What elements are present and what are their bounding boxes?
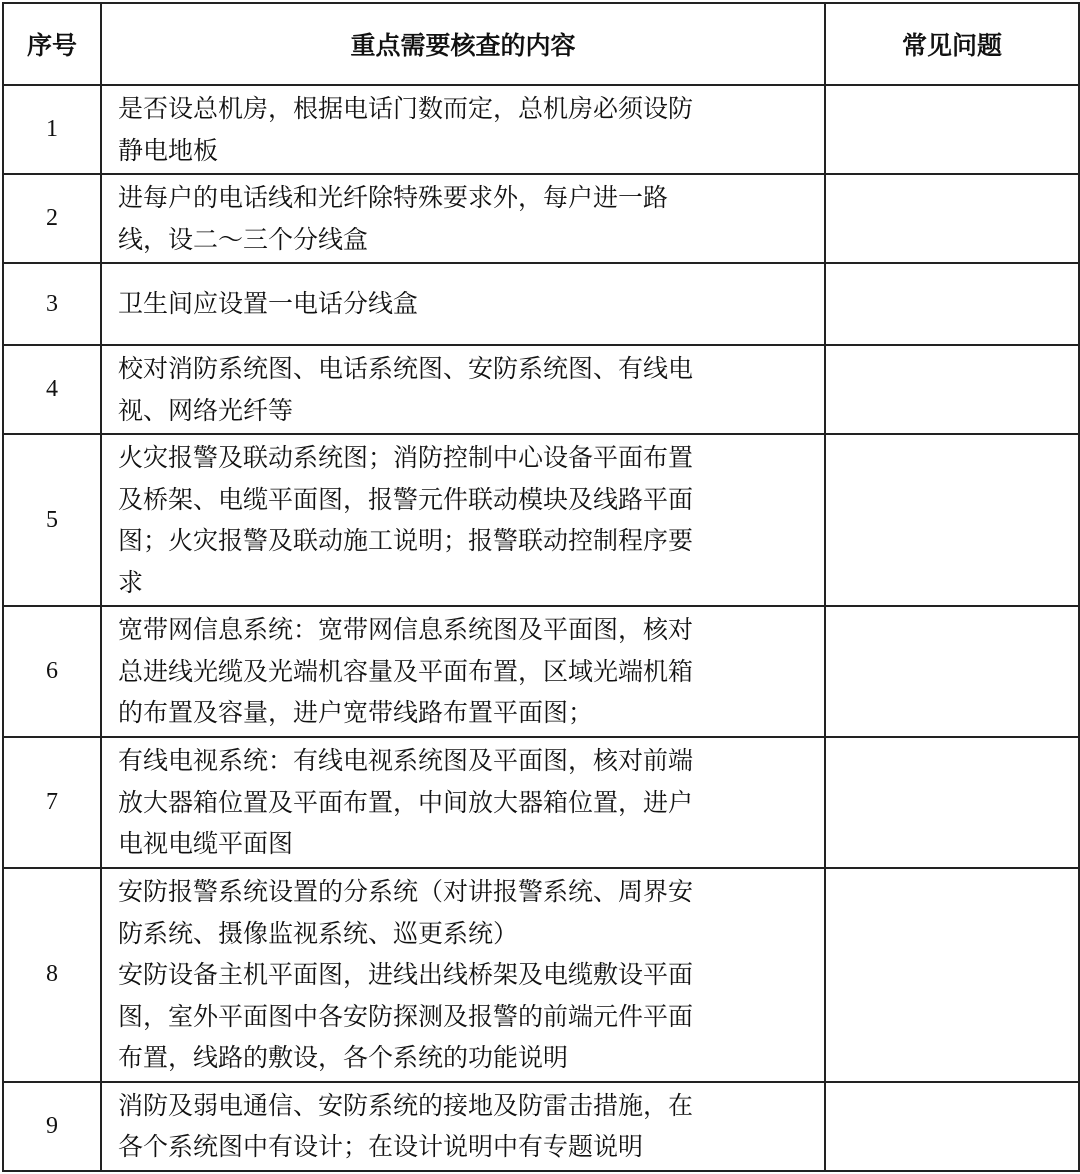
row-content	[101, 434, 825, 606]
row-index: 4	[3, 345, 101, 434]
row-content	[101, 345, 825, 434]
table-row	[3, 1082, 1079, 1171]
row-issues	[825, 1082, 1079, 1171]
row-index: 5	[3, 434, 101, 606]
content-line: 及桥架、电缆平面图，报警元件联动模块及线路平面	[118, 484, 694, 514]
content-line: 有线电视系统：有线电视系统图及平面图，核对前端	[118, 746, 694, 776]
table-row	[3, 737, 1079, 868]
row-index: 3	[3, 263, 101, 345]
table-row	[3, 85, 1079, 174]
content-line: 卫生间应设置一电话分线盒	[118, 289, 419, 319]
row-index: 7	[3, 737, 101, 868]
content-line: 布置，线路的敷设，各个系统的功能说明	[118, 1043, 569, 1072]
table-row	[3, 263, 1079, 345]
content-line: 图；火灾报警及联动施工说明；报警联动控制程序要	[118, 526, 694, 555]
content-line: 静电地板	[118, 135, 219, 165]
row-issues	[825, 868, 1079, 1082]
content-line: 宽带网信息系统：宽带网信息系统图及平面图，核对	[118, 615, 694, 645]
table-row	[3, 868, 1079, 1082]
row-content	[101, 868, 825, 1082]
row-index: 6	[3, 606, 101, 737]
row-content	[101, 174, 825, 263]
row-index: 8	[3, 868, 101, 1082]
row-index: 1	[3, 85, 101, 174]
row-issues	[825, 737, 1079, 868]
content-line: 是否设总机房，根据电话门数而定，总机房必须设防	[118, 94, 694, 123]
content-line: 校对消防系统图、电话系统图、安防系统图、有线电	[118, 354, 694, 383]
content-line: 电视电缆平面图	[118, 829, 294, 859]
content-line: 的布置及容量，进户宽带线路布置平面图；	[118, 698, 594, 728]
content-line: 求	[118, 567, 144, 597]
table-body	[3, 85, 1079, 1171]
content-line: 总进线光缆及光端机容量及平面布置，区域光端机箱	[118, 656, 694, 686]
row-issues	[825, 174, 1079, 263]
row-issues	[825, 85, 1079, 174]
row-issues	[825, 434, 1079, 606]
content-line: 视、网络光纤等	[118, 395, 294, 425]
content-line: 消防及弱电通信、安防系统的接地及防雷击措施，在	[118, 1090, 694, 1120]
table-row	[3, 434, 1079, 606]
content-line: 安防报警系统设置的分系统（对讲报警系统、周界安	[118, 877, 694, 906]
content-line: 图，室外平面图中各安防探测及报警的前端元件平面	[118, 1001, 694, 1031]
content-line: 线，设二～三个分线盒	[118, 224, 369, 254]
content-line: 放大器箱位置及平面布置，中间放大器箱位置，进户	[118, 787, 694, 817]
review-checklist-sheet	[2, 2, 1078, 1170]
row-content	[101, 1082, 825, 1171]
row-content	[101, 263, 825, 345]
content-line: 防系统、摄像监视系统、巡更系统）	[118, 918, 519, 948]
row-content	[101, 737, 825, 868]
table-row	[3, 345, 1079, 434]
row-issues	[825, 345, 1079, 434]
table-row	[3, 174, 1079, 263]
table-row	[3, 606, 1079, 737]
row-content	[101, 606, 825, 737]
header-content: 重点需要核查的内容	[101, 3, 825, 85]
row-issues	[825, 606, 1079, 737]
content-line: 安防设备主机平面图，进线出线桥架及电缆敷设平面	[118, 960, 694, 989]
row-content	[101, 85, 825, 174]
row-index: 9	[3, 1082, 101, 1171]
row-issues	[825, 263, 1079, 345]
review-checklist-table	[2, 2, 1080, 1172]
content-line: 各个系统图中有设计；在设计说明中有专题说明	[118, 1132, 644, 1161]
content-line: 进每户的电话线和光纤除特殊要求外，每户进一路	[118, 183, 669, 212]
content-line: 火灾报警及联动系统图；消防控制中心设备平面布置	[118, 443, 694, 472]
row-index: 2	[3, 174, 101, 263]
header-issues: 常见问题	[825, 3, 1079, 85]
header-index: 序号	[3, 3, 101, 85]
table-header-row	[3, 3, 1079, 85]
